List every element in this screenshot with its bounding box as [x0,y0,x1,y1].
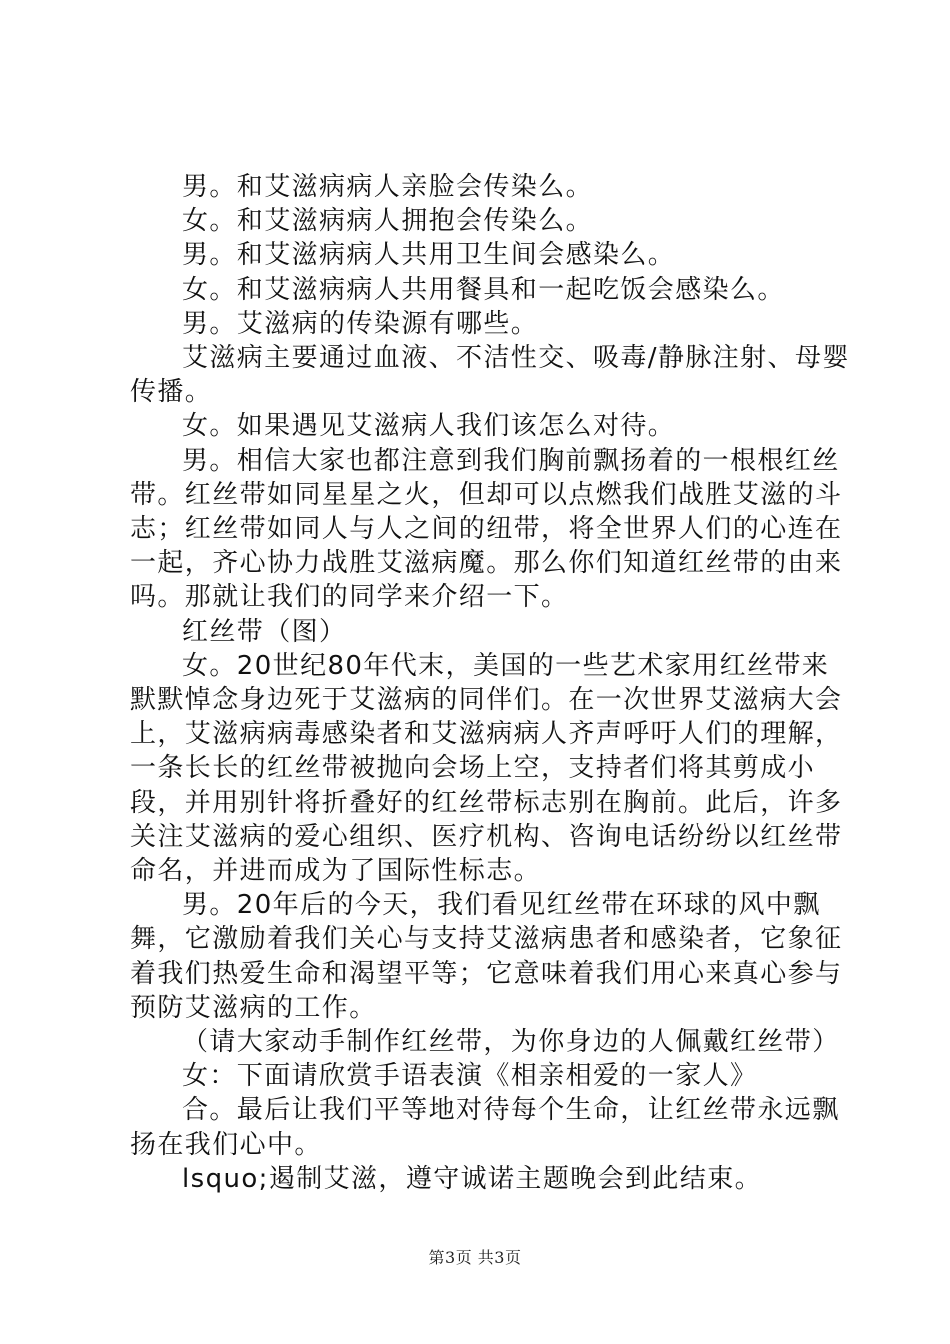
paragraph: （请大家动手制作红丝带，为你身边的人佩戴红丝带） [182,1027,840,1058]
document-body [130,170,850,1196]
paragraph: 男。和艾滋病病人亲脸会传染么。 [182,172,594,202]
paragraph: 女：下面请欣赏手语表演《相亲相爱的一家人》 [182,1061,758,1092]
paragraph: 男。20年后的今天，我们看见红丝带在环球的风中飘舞，它激励着我们关心与支持艾滋病患者和感染者，它象征着我们热爱生命和渴望平等；它意味着我们用心来真心参与预防艾滋病的工作。 [130,890,843,1023]
paragraph: 男。艾滋病的传染源有哪些。 [182,308,539,339]
paragraph: 男。和艾滋病病人共用卫生间会感染么。 [182,240,676,271]
paragraph: 合。最后让我们平等地对待每个生命，让红丝带永远飘扬在我们心中。 [130,1095,840,1160]
page-footer: 第3页 共3页 [428,1248,522,1267]
paragraph: lsquo;遏制艾滋，遵守诚诺主题晚会到此结束。 [182,1163,763,1194]
paragraph: 女。和艾滋病病人拥抱会传染么。 [182,206,594,237]
paragraph: 女。如果遇见艾滋病人我们该怎么对待。 [182,411,676,442]
paragraph: 女。和艾滋病病人共用餐具和一起吃饭会感染么。 [182,274,785,305]
paragraph: 艾滋病主要通过血液、不洁性交、吸毒/静脉注射、母婴传播。 [130,343,850,408]
paragraph: 男。相信大家也都注意到我们胸前飘扬着的一根根红丝带。红丝带如同星星之火，但却可以点燃我们战胜艾滋的斗志；红丝带如同人与人之间的纽带，将全世界人们的心连在一起，齐心协力战胜艾滋病魔。那么你们知道红丝带的由来吗。那就让我们的同学来介绍一下。 [130,445,843,613]
paragraph: 女。20世纪80年代末，美国的一些艺术家用红丝带来默默悼念身边死于艾滋病的同伴们。在一次世界艾滋病大会上，艾滋病病毒感染者和艾滋病病人齐声呼吁人们的理解，一条长长的红丝带被抛向会场上空，支持者们将其剪成小段，并用别针将折叠好的红丝带标志别在胸前。此后，许多关注艾滋病的爱心组织、医疗机构、咨询电话纷纷以红丝带命名，并进而成为了国际性标志。 [130,650,843,887]
paragraph: 红丝带（图） [182,616,347,647]
